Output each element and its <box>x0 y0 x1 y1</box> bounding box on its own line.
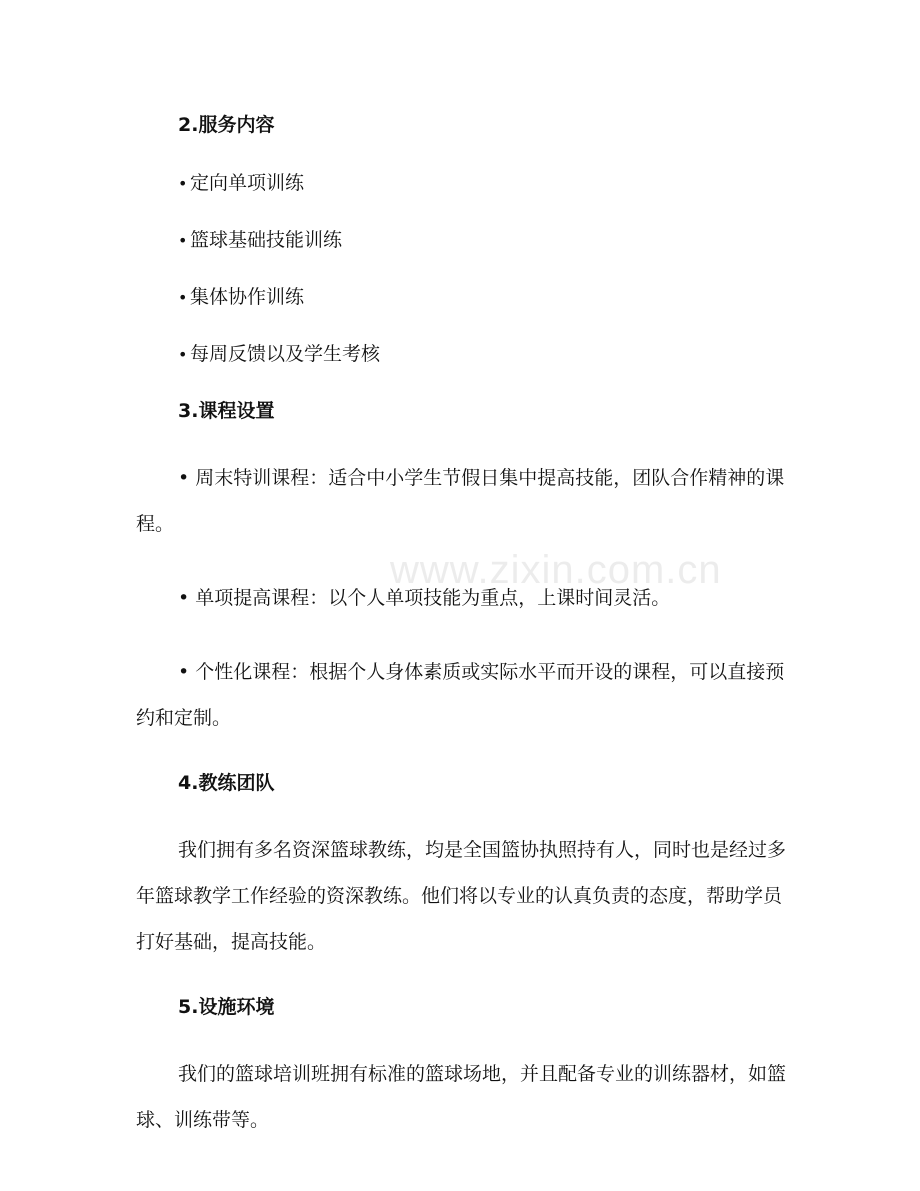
watermark: www.zixin.com.cn <box>390 548 722 592</box>
course-paragraph-single: • 单项提高课程：以个人单项技能为重点，上课时间灵活。 <box>178 587 671 609</box>
list-item: • 定向单项训练 <box>178 169 786 198</box>
service-list <box>136 169 786 369</box>
facilities-paragraph: 我们的篮球培训班拥有标准的篮球场地，并且配备专业的训练器材，如篮球、训练带等。 <box>136 1063 787 1131</box>
course-paragraph-weekend: • 周末特训课程：适合中小学生节假日集中提高技能，团队合作精神的课程。 <box>136 467 785 535</box>
section-title-courses: 3.课程设置 <box>178 400 275 422</box>
coaches-paragraph: 我们拥有多名资深篮球教练，均是全国篮协执照持有人，同时也是经过多年篮球教学工作经验的资深教练。他们将以专业的认真负责的态度，帮助学员打好基础，提高技能。 <box>136 839 787 953</box>
document-content <box>136 111 786 1171</box>
bullet-icon: • <box>178 345 188 364</box>
list-item: • 集体协作训练 <box>178 283 786 312</box>
bullet-icon: • <box>178 288 188 307</box>
section-title-service: 2.服务内容 <box>178 114 275 136</box>
bullet-icon: • <box>178 231 188 250</box>
section-title-coaches: 4.教练团队 <box>178 772 275 794</box>
section-title-facilities: 5.设施环境 <box>178 996 275 1018</box>
list-item: • 每周反馈以及学生考核 <box>178 340 786 369</box>
course-paragraph-personal: • 个性化课程：根据个人身体素质或实际水平而开设的课程，可以直接预约和定制。 <box>136 661 785 729</box>
bullet-icon: • <box>178 174 188 193</box>
list-item: • 篮球基础技能训练 <box>178 226 786 255</box>
